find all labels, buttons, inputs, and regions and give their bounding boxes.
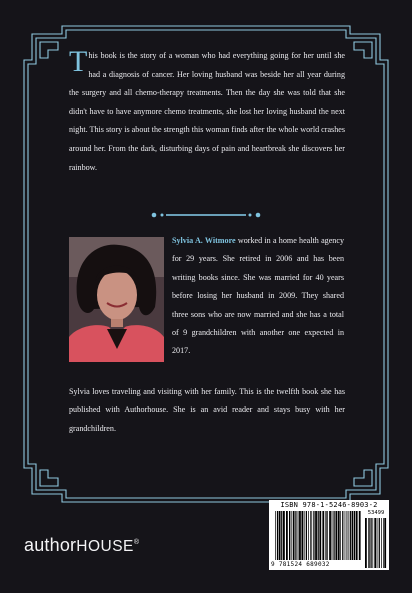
barcode-bar — [350, 511, 351, 560]
publisher-logo — [24, 535, 139, 556]
barcode-bar — [291, 511, 292, 560]
barcode-bar — [356, 511, 358, 560]
barcode-bar — [334, 511, 335, 560]
barcode-bar — [368, 518, 369, 568]
barcode-bar — [295, 511, 296, 560]
barcode-bar — [365, 518, 367, 568]
barcode-bar — [313, 511, 314, 560]
barcode-bar — [293, 511, 295, 560]
barcode-bar — [352, 511, 354, 560]
barcode-bar — [301, 511, 303, 560]
barcode-bar — [325, 511, 326, 560]
barcode-bar — [299, 511, 301, 560]
blurb-paragraph — [69, 47, 345, 177]
isbn-label: ISBN 978-1-5246-8903-2 — [280, 501, 378, 509]
barcode-bar — [327, 511, 328, 560]
author-portrait-illustration — [69, 237, 164, 362]
barcode-bar — [354, 511, 355, 560]
barcode-bar — [277, 511, 278, 560]
publisher-name-upper: HOUSE — [76, 538, 134, 555]
barcode-bar — [332, 511, 333, 560]
barcode-bar — [359, 511, 361, 560]
barcode-bar — [372, 518, 373, 568]
barcode-bar — [348, 511, 349, 560]
barcode-bar — [306, 511, 307, 560]
barcode-bar — [298, 511, 299, 560]
author-bio — [172, 232, 344, 361]
author-bio-continued: Sylvia loves traveling and visiting with her family. This is the twelfth book she has published with Authorhouse. She is an avid reader and stays busy with her grandchildren. — [69, 387, 345, 433]
barcode-bar — [377, 518, 378, 568]
barcode-bar — [383, 518, 384, 568]
barcode-bar — [371, 518, 372, 568]
isbn-barcode — [269, 500, 389, 570]
barcode-bar — [369, 518, 370, 568]
barcode-bar — [279, 511, 281, 560]
barcode-bar — [322, 511, 324, 560]
author-name: Sylvia A. Witmore — [172, 236, 236, 245]
barcode-bar — [319, 511, 321, 560]
barcode-digits: 9 781524 689032 — [271, 561, 330, 568]
barcode-bar — [338, 511, 340, 560]
barcode-bar — [384, 518, 386, 568]
barcode-bar — [374, 518, 376, 568]
registered-mark: ® — [133, 539, 140, 546]
barcode-bar — [289, 511, 290, 560]
barcode-bar — [283, 511, 285, 560]
barcode-bar — [281, 511, 282, 560]
barcode-bar — [296, 511, 297, 560]
blurb-text: his book is the story of a woman who had everything going for her until she had a diagnosis of cancer. Her loving husband was beside her all year during the surgery and all chemo-therapy treatments. Then the day she was told that she didn't have to have anymore chemo treatments, she lost her loving husband the next night. This story is about the strength this woman finds after the whole world crashes around her. From the dark, disturbing days of pain and heartbreak she discovers her rainbow. — [69, 51, 345, 172]
barcode-bar — [347, 511, 348, 560]
barcode-bar — [333, 511, 334, 560]
barcode-addon-digits: 53499 — [367, 510, 385, 516]
barcode-bar — [329, 511, 331, 560]
barcode-bar — [286, 511, 288, 560]
barcode-bar — [304, 511, 305, 560]
barcode-bar — [340, 511, 341, 560]
barcode-bar — [315, 511, 317, 560]
barcode-bar — [318, 511, 319, 560]
barcode-bar — [311, 511, 312, 560]
barcode-bar — [345, 511, 346, 560]
publisher-name-lower: author — [24, 535, 77, 555]
barcode-bar — [310, 511, 311, 560]
author-photo — [69, 237, 164, 362]
barcode-bar — [381, 518, 382, 568]
barcode-bar — [342, 511, 343, 560]
barcode-bar — [275, 511, 276, 560]
barcode-bar — [335, 511, 337, 560]
barcode-bar — [308, 511, 309, 560]
barcode-bar — [379, 518, 380, 568]
ornamental-divider — [150, 210, 262, 220]
bio-text: worked in a home health agency for 29 years. She retired in 2006 and has been writing books since. She was married for 40 years before losing her husband in 2009. They shared three sons who are now married and she has a total of 9 grandchildren with another one expected in 2017. — [172, 236, 344, 356]
drop-cap: T — [69, 45, 88, 78]
